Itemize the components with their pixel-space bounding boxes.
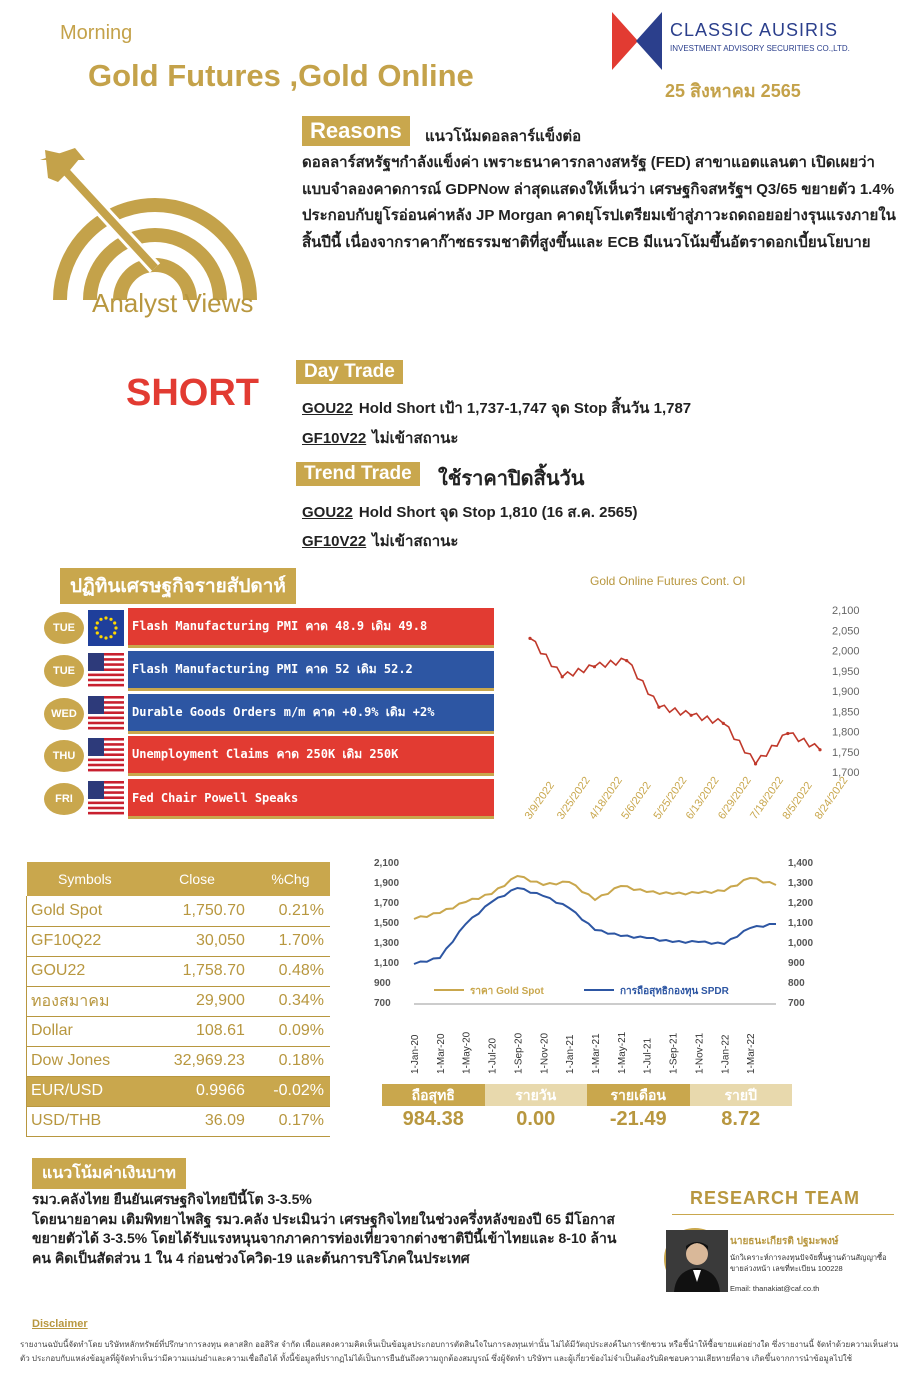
spdr-header-monthly: รายเดือน: [587, 1084, 690, 1106]
y-left-tick-label: 900: [374, 978, 391, 989]
calendar-title: ปฏิทินเศรษฐกิจรายสัปดาห์: [60, 568, 296, 604]
x-tick-label: 3/9/2022: [522, 779, 558, 822]
symbol-cell: Gold Spot: [27, 896, 144, 926]
oi-series-line: [530, 638, 820, 764]
analyst-email[interactable]: Email: thanakiat@caf.co.th: [730, 1284, 820, 1293]
x-tick-label: 1-May-21: [616, 1031, 628, 1074]
y-left-tick-label: 1,900: [374, 878, 400, 889]
close-cell: 36.09: [143, 1106, 251, 1136]
day-trade-symbol: GOU22: [302, 400, 353, 417]
calendar-day: TUE: [44, 612, 84, 644]
baht-headline: รมว.คลังไทย ยืนยันเศรษฐกิจไทยปีนี้โต 3-3.5%: [32, 1191, 312, 1207]
x-tick-label: 1-Jan-22: [720, 1034, 732, 1074]
table-row: [27, 1046, 331, 1076]
us-flag-icon: [88, 696, 124, 732]
x-tick-label: 8/5/2022: [780, 779, 815, 822]
table-row: [27, 1106, 331, 1136]
symbol-cell: Dollar: [27, 1016, 144, 1046]
spdr-headers: [382, 1084, 792, 1106]
calendar-event-row: [40, 608, 492, 648]
y-right-tick-label: 1,200: [788, 898, 814, 909]
us-flag-icon: [88, 653, 124, 689]
x-tick-label: 1-Jul-21: [642, 1037, 654, 1074]
research-team-title: RESEARCH TEAM: [690, 1188, 861, 1208]
data-point: [786, 732, 789, 735]
chg-cell: 0.18%: [251, 1046, 330, 1076]
morning-label: Morning: [60, 22, 133, 44]
calendar-event-text: Unemployment Claims คาด 250K เดิม 250K: [128, 736, 494, 776]
trend-trade-symbol: GF10V22: [302, 533, 367, 550]
calendar-day: TUE: [44, 655, 84, 687]
disclaimer-title: Disclaimer: [32, 1318, 88, 1330]
chg-cell: 0.09%: [251, 1016, 330, 1046]
trend-trade-tag: Trend Trade: [296, 462, 420, 486]
table-row: [27, 1076, 331, 1106]
company-subtitle: INVESTMENT ADVISORY SECURITIES CO.,LTD.: [670, 44, 850, 53]
symbol-cell: EUR/USD: [27, 1076, 144, 1106]
trend-trade-text: ไม่เข้าสถานะ: [372, 533, 459, 550]
close-cell: 32,969.23: [143, 1046, 251, 1076]
x-tick-label: 1-Mar-22: [746, 1033, 758, 1074]
close-cell: 1,750.70: [143, 896, 251, 926]
y-tick-label: 1,700: [832, 767, 860, 779]
calendar-day: THU: [44, 740, 84, 772]
data-point: [690, 714, 693, 717]
oi-chart-title: Gold Online Futures Cont. OI: [590, 574, 746, 588]
data-point: [818, 748, 821, 751]
report-date: 25 สิงหาคม 2565: [665, 81, 801, 101]
chg-cell: 0.34%: [251, 986, 330, 1016]
y-tick-label: 1,800: [832, 726, 860, 739]
table-row: [27, 956, 331, 986]
gold-spdr-chart: [370, 854, 814, 1078]
us-flag-icon: [88, 738, 124, 774]
x-tick-label: 1-May-20: [461, 1031, 473, 1074]
baht-tag: แนวโน้มค่าเงินบาท: [32, 1158, 186, 1189]
y-left-tick-label: 700: [374, 998, 391, 1009]
x-tick-label: 3/25/2022: [554, 774, 593, 822]
calendar-event-row: [40, 651, 492, 691]
us-flag-icon: [88, 781, 124, 817]
symbol-cell: USD/THB: [27, 1106, 144, 1136]
close-cell: 0.9966: [143, 1076, 251, 1106]
spdr-header-daily: รายวัน: [485, 1084, 588, 1106]
chg-cell: 0.21%: [251, 896, 330, 926]
calendar-event-text: Flash Manufacturing PMI คาด 48.9 เดิม 49.8: [128, 608, 494, 648]
close-cell: 108.61: [143, 1016, 251, 1046]
y-right-tick-label: 1,300: [788, 878, 814, 889]
y-right-tick-label: 700: [788, 998, 805, 1009]
header-chg: %Chg: [251, 862, 330, 896]
y-right-tick-label: 1,100: [788, 918, 814, 929]
spdr-value-yearly: 8.72: [721, 1108, 761, 1130]
analyst-views-label: Analyst Views: [92, 288, 254, 318]
close-cell: 29,900: [143, 986, 251, 1016]
close-cell: 30,050: [143, 926, 251, 956]
divider: [672, 1214, 894, 1215]
y-right-tick-label: 1,400: [788, 858, 814, 869]
day-trade-line: [302, 396, 691, 420]
y-left-tick-label: 1,300: [374, 938, 400, 949]
chg-cell: 0.48%: [251, 956, 330, 986]
symbol-cell: Dow Jones: [27, 1046, 144, 1076]
calendar-day: WED: [44, 698, 84, 730]
x-tick-label: 6/29/2022: [715, 774, 754, 822]
reasons-tag: Reasons: [302, 116, 410, 146]
day-trade-symbol: GF10V22: [302, 430, 367, 447]
y-tick-label: 1,900: [832, 686, 860, 698]
x-tick-label: 6/13/2022: [683, 774, 722, 822]
analyst-name: นายธนะเกียรติ ปฐมะพงษ์: [730, 1236, 839, 1247]
chg-cell: 1.70%: [251, 926, 330, 956]
y-left-tick-label: 1,700: [374, 898, 400, 909]
table-row: [27, 896, 331, 926]
avatar: [664, 1228, 726, 1290]
table-row: [27, 926, 331, 956]
calendar-event-text: Fed Chair Powell Speaks: [128, 779, 494, 819]
chg-cell: 0.17%: [251, 1106, 330, 1136]
x-tick-label: 1-Jul-20: [487, 1037, 499, 1074]
signal-short: SHORT: [126, 372, 259, 414]
header-symbols: Symbols: [27, 862, 144, 896]
trend-trade-line: [302, 500, 637, 524]
data-point: [657, 706, 660, 709]
x-tick-label: 1-Nov-21: [694, 1032, 706, 1074]
day-trade-line: [302, 426, 458, 450]
calendar-event-row: [40, 779, 492, 819]
x-tick-label: 1-Sep-20: [513, 1032, 525, 1074]
x-tick-label: 8/24/2022: [812, 774, 851, 822]
reasons-body: ดอลลาร์สหรัฐฯกำลังแข็งค่า เพราะธนาคารกลางสหรัฐ (FED) สาขาแอตแลนตา เปิดเผยว่า แบบจำลองคาดการณ์ GDPNow ล่าสุดแสดงให้เห็นว่า เศรษฐกิจสหรัฐฯ Q3/65 ขยายตัว 1.4% ประกอบกับยูโรอ่อนค่าหลัง JP Morgan คาดยุโรปเตรียมเข้าสู่ภาวะถดถอยอย่างรุนแรงภายในสิ้นปีนี้ เนื่องจากราคาก๊าซธรรมชาติที่สูงขึ้นและ ECB มีแนวโน้มขึ้นอัตราดอกเบี้ยนโยบาย: [302, 154, 896, 251]
x-tick-label: 1-Jan-21: [565, 1034, 577, 1074]
legend-label: การถือสุทธิกองทุน SPDR: [620, 986, 729, 997]
trend-trade-line: [302, 529, 458, 553]
y-right-tick-label: 1,000: [788, 938, 814, 949]
data-point: [754, 762, 757, 765]
calendar-event-text: Flash Manufacturing PMI คาด 52 เดิม 52.2: [128, 651, 494, 691]
y-tick-label: 1,850: [832, 706, 860, 719]
symbol-cell: GF10Q22: [27, 926, 144, 956]
analyst-role: นักวิเคราะห์การลงทุนปัจจัยพื้นฐานด้านสัญญาซื้อขายล่วงหน้า เลขที่ทะเบียน 100228: [730, 1253, 887, 1273]
data-point: [722, 722, 725, 725]
data-point: [528, 637, 531, 640]
day-trade-tag: Day Trade: [296, 360, 403, 384]
symbol-cell: GOU22: [27, 956, 144, 986]
y-right-tick-label: 900: [788, 958, 805, 969]
x-tick-label: 4/18/2022: [587, 774, 625, 822]
data-point: [561, 675, 564, 678]
baht-text: โดยนายอาคม เติมพิทยาไพสิฐ รมว.คลัง ประเมินว่า เศรษฐกิจไทยในช่วงครึ่งหลังของปี 65 มีโอกาสขยายตัวได้ 3-3.5% โดยได้รับแรงหนุนจากภาคการท่องเที่ยวจากต่างชาติปีนี้เข้าไทยและ 8-10 ล้านคน คิดเป็นสัดส่วน 1 ใน 4 ก่อนช่วงโควิด-19 และต้นการบริโภคในประเทศ: [32, 1210, 617, 1266]
day-trade-text: Hold Short เป้า 1,737-1,747 จุด Stop สิ้นวัน 1,787: [358, 400, 692, 417]
trend-trade-text: Hold Short จุด Stop 1,810 (16 ส.ค. 2565): [358, 504, 638, 521]
y-tick-label: 2,100: [832, 605, 860, 617]
day-trade-text: ไม่เข้าสถานะ: [372, 430, 459, 447]
oi-chart: [500, 596, 880, 840]
spdr-value-monthly: -21.49: [609, 1108, 667, 1130]
x-tick-label: 1-Mar-21: [591, 1033, 602, 1074]
baht-body: [32, 1190, 632, 1268]
company-name: CLASSIC AUSIRIS: [670, 20, 839, 40]
data-point: [625, 659, 628, 662]
spdr-value-net: 984.38: [402, 1108, 464, 1130]
x-tick-label: 7/18/2022: [748, 774, 787, 822]
x-tick-label: 1-Nov-20: [539, 1032, 551, 1074]
y-right-tick-label: 800: [788, 978, 805, 989]
company-logo: [612, 12, 662, 70]
disclaimer-body: รายงานฉบับนี้จัดทำโดย บริษัทหลักทรัพย์ที่ปรึกษาการลงทุน คลาสสิก ออสิริส จำกัด เพื่อแสดงความคิดเห็นเป็นข้อมูลประกอบการตัดสินใจในการลงทุนเท่านั้น ไม่ได้มีวัตถุประสงค์ในการชักชวน หรือชี้นำให้ซื้อขายแต่อย่างใด ซึ่งรายงานนี้ จัดทำด้วยความเห็นส่วนตัว ประกอบกับแหล่งข้อมูลที่ผู้จัดทำเห็นว่ามีความแม่นยำและความเชื่อถือได้ ทั้งนี้ข้อมูลที่ปรากฏไม่ได้เป็นการยืนยันถึงความถูกต้องสมบูรณ์ ซึ่งผู้จัดทำ บริษัทฯ และผู้เกี่ยวข้องไม่จำเป็นต้องรับผิดชอบความเสียหายที่อาจ เกิดขึ้นจากการนำข้อมูลไปใช้: [20, 1340, 899, 1363]
eu-flag-icon: [88, 610, 124, 646]
spdr-header-net: ถือสุทธิ: [382, 1084, 485, 1106]
x-tick-label: 1-Jan-20: [410, 1034, 421, 1074]
y-tick-label: 1,950: [832, 665, 860, 678]
chg-cell: -0.02%: [251, 1076, 330, 1106]
calendar-event-row: [40, 736, 492, 776]
legend-label: ราคา Gold Spot: [470, 986, 544, 997]
y-left-tick-label: 1,500: [374, 918, 400, 929]
x-tick-label: 1-Mar-20: [435, 1033, 447, 1074]
table-row: [27, 986, 331, 1016]
trend-trade-symbol: GOU22: [302, 504, 353, 521]
symbol-cell: ทองสมาคม: [27, 986, 144, 1016]
page-title: Gold Futures ,Gold Online: [88, 58, 474, 93]
calendar-day: FRI: [44, 783, 84, 815]
x-tick-label: 5/25/2022: [651, 774, 690, 822]
y-tick-label: 2,050: [832, 625, 860, 638]
spdr-values: [382, 1108, 792, 1131]
reasons-headline: แนวโน้มดอลลาร์แข็งต่อ: [425, 128, 582, 145]
y-left-tick-label: 1,100: [374, 958, 400, 969]
gold-spot-line: [414, 876, 776, 919]
y-tick-label: 1,750: [832, 746, 860, 759]
table-row: [27, 1016, 331, 1046]
calendar-event-text: Durable Goods Orders m/m คาด +0.9% เดิม +2%: [128, 694, 494, 734]
spdr-value-daily: 0.00: [516, 1108, 556, 1130]
quotes-table: [26, 862, 330, 1137]
x-tick-label: 5/6/2022: [619, 779, 654, 822]
header-close: Close: [143, 862, 251, 896]
x-tick-label: 1-Sep-21: [668, 1032, 680, 1074]
trend-trade-note: ใช้ราคาปิดสิ้นวัน: [438, 468, 585, 490]
y-left-tick-label: 2,100: [374, 858, 400, 869]
close-cell: 1,758.70: [143, 956, 251, 986]
spdr-header-yearly: รายปี: [690, 1084, 793, 1106]
calendar-event-row: [40, 694, 492, 734]
data-point: [593, 665, 596, 668]
y-tick-label: 2,000: [832, 645, 860, 658]
